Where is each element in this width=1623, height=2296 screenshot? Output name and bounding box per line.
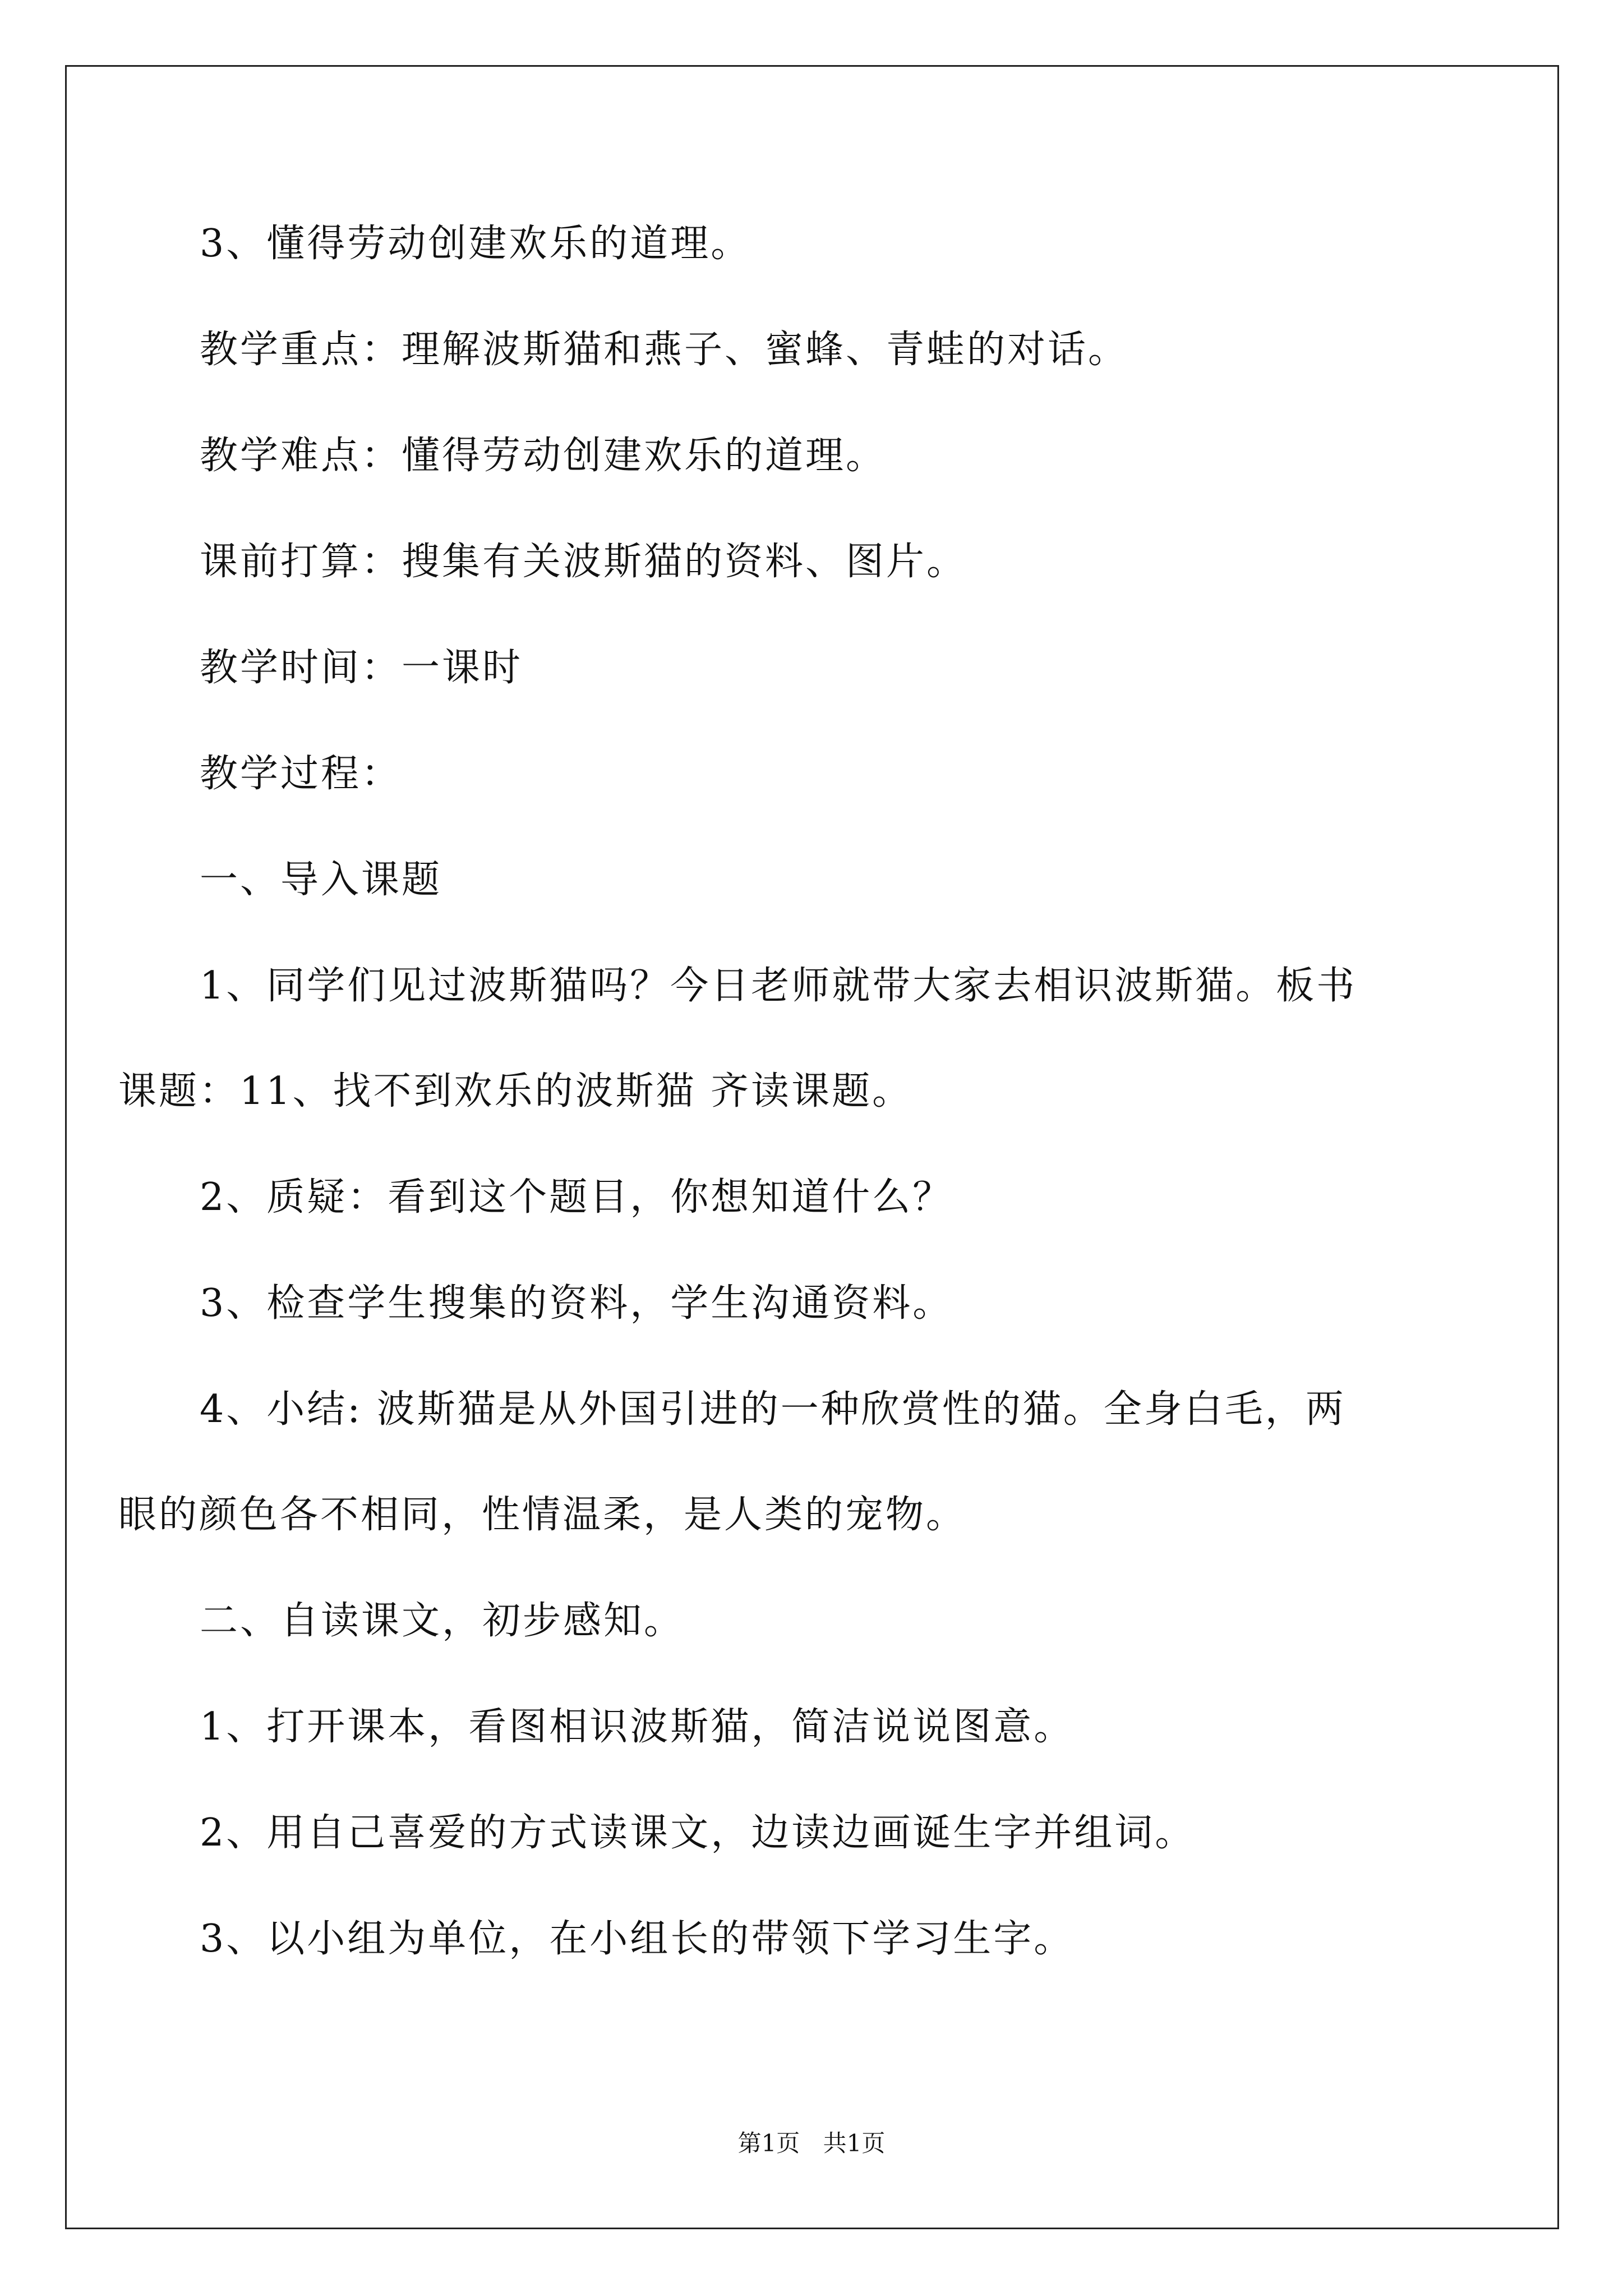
paragraph-step-1: 1、打开课本，看图相识波斯猫，简洁说说图意。	[200, 1705, 1075, 1749]
page-number-current: 第1页	[737, 2129, 800, 2157]
page-number-total: 共1页	[823, 2129, 886, 2157]
section-heading-introduction: 一、导入课题	[200, 858, 442, 902]
paragraph-line: 1、同学们见过波斯猫吗？今日老师就带大家去相识波斯猫。板书	[200, 964, 1357, 1008]
paragraph-objective-3: 3、懂得劳动创建欢乐的道理。	[200, 222, 751, 266]
paragraph-line: 4、小结: 波斯猫是从外国引进的一种欣赏性的猫。全身白毛，两	[200, 1387, 1346, 1432]
section-heading-self-reading: 二、自读课文，初步感知。	[200, 1599, 685, 1643]
paragraph-step-2: 2、用自己喜爱的方式读课文，边读边画诞生字并组词。	[200, 1811, 1196, 1855]
paragraph-teaching-process: 教学过程：	[200, 752, 402, 796]
paragraph-summary	[118, 1383, 1464, 1542]
paragraph-line: 眼的颜色各不相同，性情温柔，是人类的宠物。	[118, 1493, 967, 1537]
document-body	[118, 218, 1433, 2019]
paragraph-step-3: 3、以小组为单位，在小组长的带领下学习生字。	[200, 1917, 1075, 1961]
paragraph-intro-question	[118, 960, 1464, 1118]
paragraph-teaching-time: 教学时间：一课时	[200, 646, 523, 690]
paragraph-check-materials: 3、检查学生搜集的资料，学生沟通资料。	[200, 1281, 953, 1326]
page-footer	[0, 2129, 1623, 2157]
paragraph-questioning: 2、质疑：看到这个题目，你想知道什么？	[200, 1175, 953, 1220]
paragraph-preparation: 课前打算：搜集有关波斯猫的资料、图片。	[200, 540, 967, 584]
paragraph-key-point: 教学重点：理解波斯猫和燕子、蜜蜂、青蛙的对话。	[200, 328, 1129, 372]
paragraph-difficulty: 教学难点：懂得劳动创建欢乐的道理。	[200, 434, 887, 478]
paragraph-line: 课题：11、找不到欢乐的波斯猫 齐读课题。	[118, 1069, 913, 1114]
